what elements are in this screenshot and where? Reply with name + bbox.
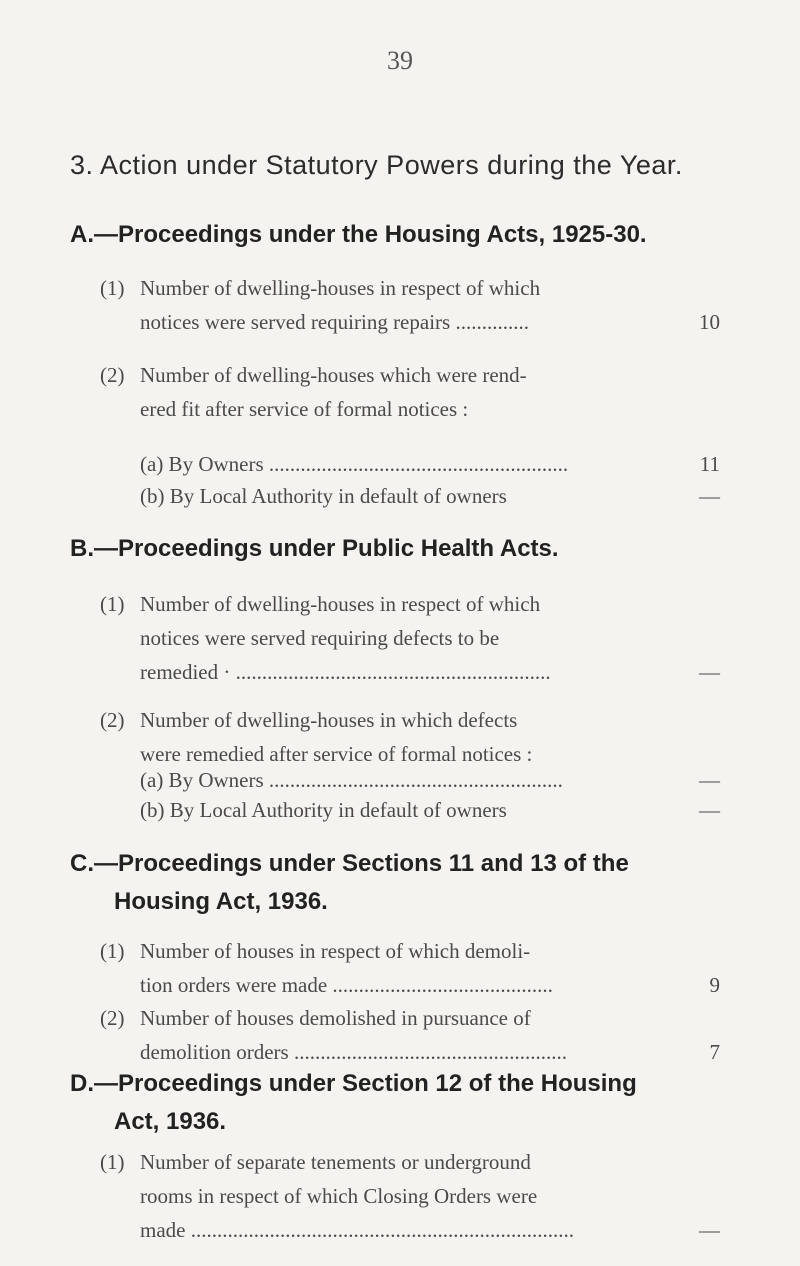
item-line: made ......................................................................... [140, 1218, 574, 1242]
section-d-heading-text: D.—Proceedings under Section 12 of the Housing [70, 1070, 637, 1097]
item-line: Number of dwelling-houses which were rend- [140, 363, 527, 387]
item-number: (1) [100, 276, 125, 300]
sub-value: — [699, 484, 720, 508]
section-b-item-1 [100, 587, 720, 689]
sub-text: (b) By Local Authority in default of owners [140, 798, 507, 822]
item-line: Number of dwelling-houses in respect of which [140, 592, 541, 616]
page-title: 3. Action under Statutory Powers during the Year. [70, 150, 683, 180]
item-number: (2) [100, 363, 125, 387]
item-line: Number of separate tenements or underground [140, 1150, 531, 1174]
section-a-item-2 [100, 358, 700, 426]
section-c-heading-text: C.—Proceedings under Sections 11 and 13 of the [70, 850, 629, 877]
item-number: (1) [100, 592, 125, 616]
sub-text: (b) By Local Authority in default of owners [140, 484, 507, 508]
item-line: Number of houses in respect of which demoli- [140, 939, 531, 963]
section-a-sub-b [140, 479, 720, 513]
section-b-sub-b [140, 793, 720, 827]
item-line: ered fit after service of formal notices : [140, 397, 469, 421]
item-line: were remedied after service of formal notices : [140, 742, 533, 766]
item-line: notices were served requiring repairs .............. [140, 310, 529, 334]
section-c-heading [70, 845, 770, 921]
item-line: demolition orders .................................................... [140, 1040, 567, 1064]
item-line: notices were served requiring defects to be [140, 626, 500, 650]
section-c-item-1 [100, 934, 720, 1002]
item-line: tion orders were made .......................................... [140, 973, 553, 997]
item-line: Number of dwelling-houses in respect of which [140, 276, 541, 300]
section-b-item-2 [100, 703, 700, 771]
section-c-item-2 [100, 1001, 720, 1069]
sub-value: 11 [699, 452, 720, 476]
item-value: 10 [699, 310, 720, 334]
item-value: — [699, 660, 720, 684]
section-d-heading [70, 1065, 770, 1141]
page-number: 39 [387, 46, 413, 75]
item-line: Number of houses demolished in pursuance of [140, 1006, 531, 1030]
section-a-heading-text: A.—Proceedings under the Housing Acts, 1925-30. [70, 221, 647, 248]
section-d-heading-cont: Act, 1936. [114, 1108, 227, 1135]
sub-text: (a) By Owners ......................................................... [140, 452, 569, 476]
item-number: (2) [100, 1006, 125, 1030]
item-line: Number of dwelling-houses in which defects [140, 708, 518, 732]
section-b-sub-a [140, 763, 720, 797]
section-d-item-1 [100, 1145, 720, 1247]
section-a-item-1 [100, 271, 720, 339]
item-number: (1) [100, 939, 125, 963]
section-a-heading [70, 216, 770, 254]
section-b-heading-text: B.—Proceedings under Public Health Acts. [70, 535, 559, 562]
item-value: 7 [709, 1040, 720, 1064]
sub-value: — [699, 798, 720, 822]
sub-value: — [699, 768, 720, 792]
item-number: (1) [100, 1150, 125, 1174]
item-line: rooms in respect of which Closing Orders were [140, 1184, 538, 1208]
section-b-heading [70, 530, 770, 568]
item-number: (2) [100, 708, 125, 732]
item-line: remedied · ............................................................ [140, 660, 551, 684]
section-c-heading-cont: Housing Act, 1936. [114, 888, 328, 915]
item-value: 9 [709, 973, 720, 997]
section-a-sub-a [140, 447, 720, 481]
sub-text: (a) By Owners ........................................................ [140, 768, 563, 792]
item-value: — [699, 1218, 720, 1242]
